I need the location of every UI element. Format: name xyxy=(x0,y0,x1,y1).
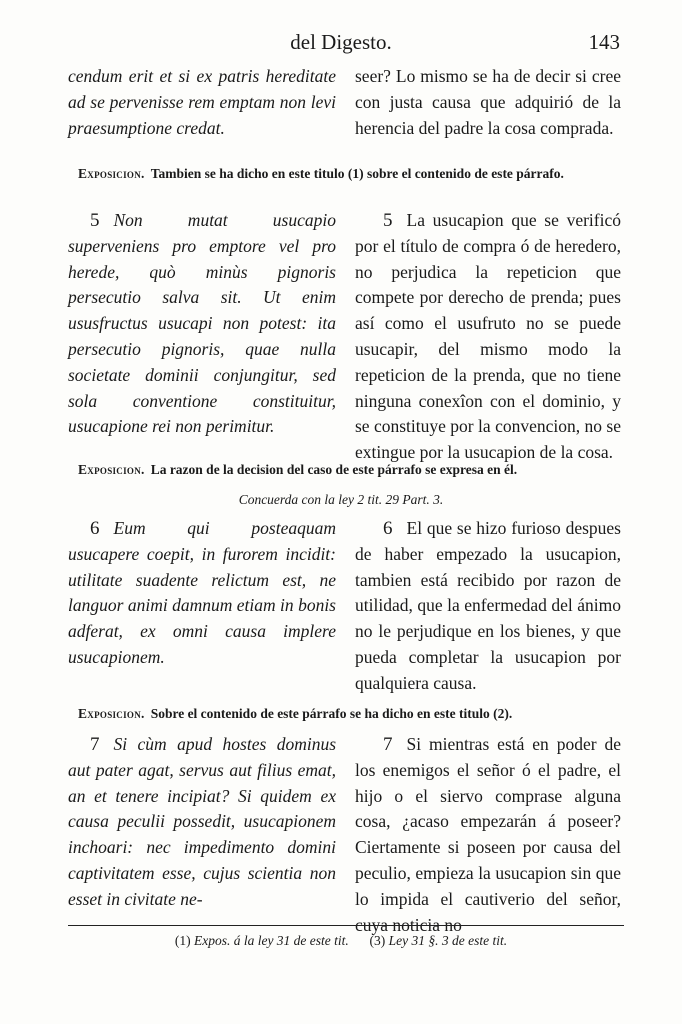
footnote-1-text: Expos. á la ley 31 de este tit. xyxy=(193,933,349,948)
footnote-1-mark: (1) xyxy=(174,933,191,948)
latin-text-continuation: cendum erit et si ex patris hereditate ad se pervenisse rem emptam non levi praesumptione credat. xyxy=(68,66,336,138)
concordance-note: Concuerda con la ley 2 tit. 29 Part. 3. xyxy=(238,492,444,507)
spanish-paragraph-7 xyxy=(355,732,621,938)
footnote-rule xyxy=(68,925,624,926)
footnote-3-mark: (3) xyxy=(369,933,386,948)
running-title: del Digesto. xyxy=(290,30,392,54)
footnotes xyxy=(0,933,682,949)
spanish-text: El que se hizo furioso despues de haber empezado la usucapion, tambien está recibido por razon de utilidad, que la enfermedad del ánimo no le perjudique en los bienes, y que pueda completar la usucapion por qualquiera causa. xyxy=(355,518,621,693)
paragraph-number: 6 xyxy=(90,518,100,539)
exposicion-text: La razon de la decision del caso de este párrafo se expresa en él. xyxy=(150,462,518,477)
page-number: 143 xyxy=(588,30,620,54)
spanish-text: La usucapion que se verificó por el título de compra ó de heredero, no perjudica la repeticion que compete por derecho de prenda; pues así como el usufruto no se puede usucapir, del mismo modo la repeticion de la prenda, que no tiene ninguna conexîon con el dominio, y se constituye por la convencion, no se extingue por la usucapion de la cosa. xyxy=(355,210,621,463)
spanish-paragraph-6 xyxy=(355,516,621,697)
spanish-text: Si mientras está en poder de los enemigos el señor ó el padre, el hijo o el siervo comprase alguna cosa, ¿acaso empezarán á poseer? Ciertamente si poseen por causa del peculio, empieza la usucapion sin que lo impida el cautiverio del señor, cuya noticia no xyxy=(355,734,621,935)
latin-paragraph-7 xyxy=(68,732,336,913)
latin-text: Eum qui posteaquam usucapere coepit, in furorem incidit: utilitate suadente relictum est, ne languor animi damnum etiam in bonis adferat, ex omni causa implere usucapionem. xyxy=(68,518,336,667)
paragraph-number: 7 xyxy=(383,734,393,755)
latin-paragraph-6 xyxy=(68,516,336,671)
exposicion-label: Exposicion. xyxy=(78,166,145,181)
latin-text: Non mutat usucapio superveniens pro emptore vel pro herede, quò minùs pignoris persecutio salva sit. Ut enim ususfructus usucapi non potest: ita persecutio pignoris, quae nulla societate dominii conjungitur, sed sola conventione constituitur, usucapione rei non perimitur. xyxy=(68,210,336,437)
spanish-text-continuation: seer? Lo mismo se ha de decir si cree con justa causa que adquirió de la herencia del padre la cosa comprada. xyxy=(355,66,621,138)
footnote-3-text: Ley 31 §. 3 de este tit. xyxy=(388,933,508,948)
exposicion-label: Exposicion. xyxy=(78,706,145,721)
latin-text: Si cùm apud hostes dominus aut pater agat, servus aut filius emat, an et tenere incipiat? Si quidem ex causa peculii possedit, usucapionem inchoari: nec impedimento domini captivitatem esse, cujus scientia non esset in civitate ne- xyxy=(68,734,336,909)
exposicion-text: Sobre el contenido de este párrafo se ha dicho en este titulo (2). xyxy=(150,706,513,721)
paragraph-number: 6 xyxy=(383,518,393,539)
exposicion-note xyxy=(78,166,623,182)
latin-paragraph-5 xyxy=(68,208,336,440)
paragraph-number: 5 xyxy=(90,210,100,231)
exposicion-text: Tambien se ha dicho en este titulo (1) sobre el contenido de este párrafo. xyxy=(150,166,564,181)
spanish-paragraph-5 xyxy=(355,208,621,466)
exposicion-note xyxy=(78,706,623,722)
paragraph-number: 7 xyxy=(90,734,100,755)
exposicion-label: Exposicion. xyxy=(78,462,145,477)
paragraph-number: 5 xyxy=(383,210,393,231)
page-header xyxy=(0,30,682,60)
exposicion-note xyxy=(78,462,623,478)
